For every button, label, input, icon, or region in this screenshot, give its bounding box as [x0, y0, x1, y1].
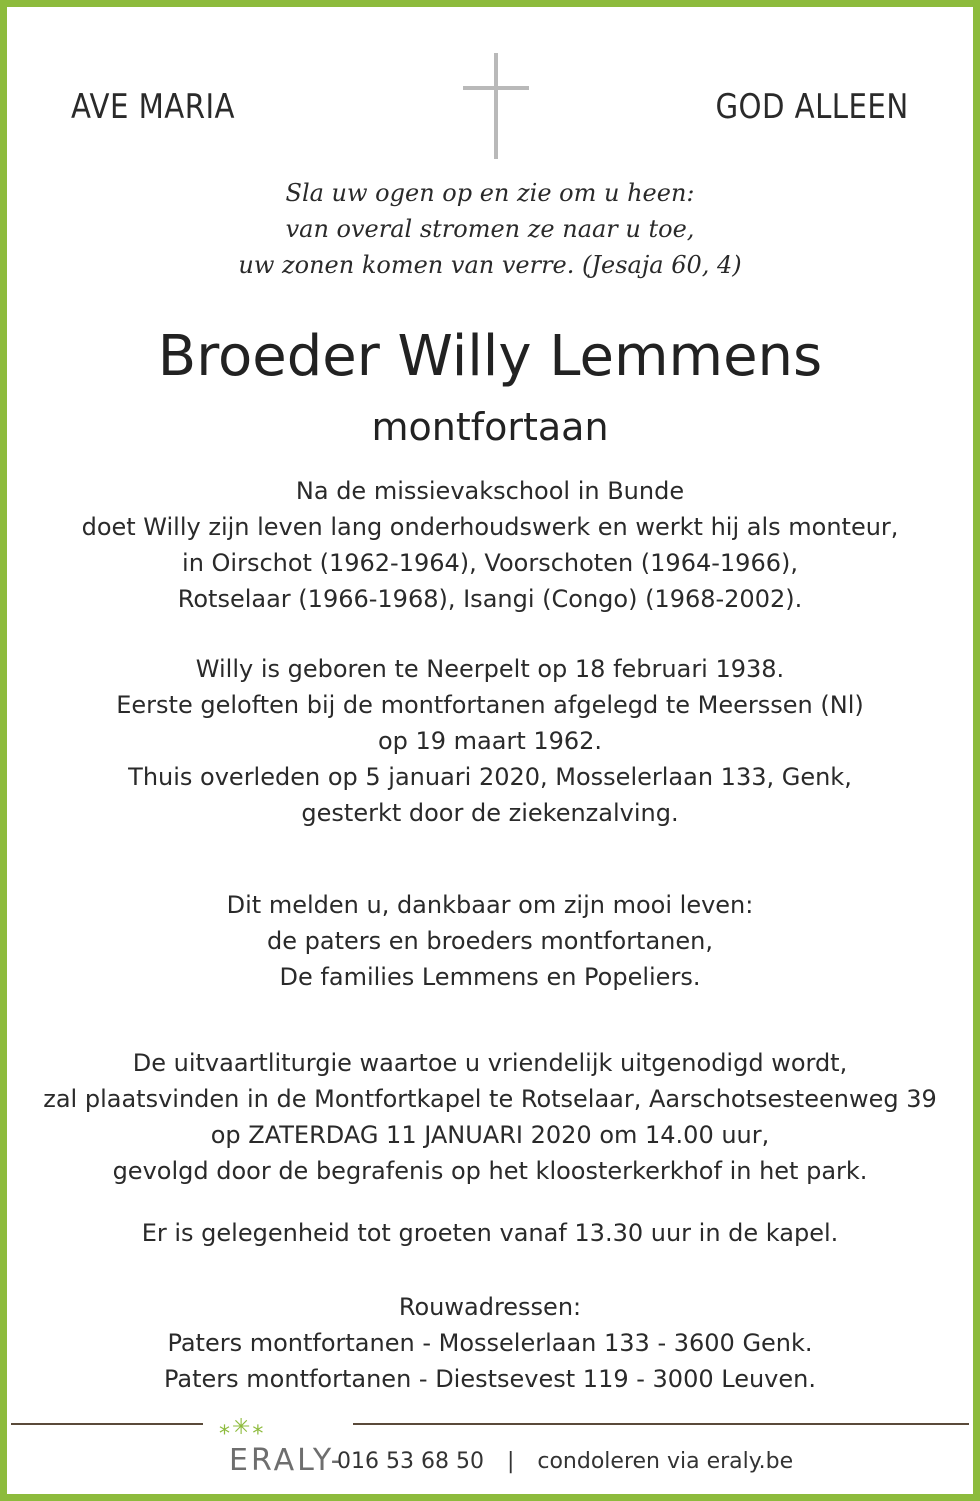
- text-line: Er is gelegenheid tot groeten vanaf 13.30 uur in de kapel.: [141, 1219, 839, 1247]
- text-line: de paters en broeders montfortanen,: [267, 927, 713, 955]
- sprig-icon: ⁎✳⁎: [219, 1415, 266, 1440]
- cross-icon: [463, 53, 529, 159]
- addresses-paragraph: [7, 1289, 973, 1397]
- text-line: De families Lemmens en Popeliers.: [279, 963, 701, 991]
- text-line: doet Willy zijn leven lang onderhoudswerk en werkt hij als monteur,: [81, 513, 899, 541]
- header-left-text: AVE MARIA: [71, 87, 235, 127]
- deceased-name: Broeder Willy Lemmens: [157, 324, 823, 389]
- verse-line: Sla uw ogen op en zie om u heen:: [285, 179, 695, 207]
- footer-contact: [337, 1449, 793, 1474]
- text-line: Dit melden u, dankbaar om zijn mooi leven:: [226, 891, 754, 919]
- text-line: Thuis overleden op 5 januari 2020, Mosselerlaan 133, Genk,: [128, 763, 852, 791]
- text-line: Rotselaar (1966-1968), Isangi (Congo) (1968-2002).: [177, 585, 803, 613]
- text-line: De uitvaartliturgie waartoe u vriendelijk uitgenodigd wordt,: [132, 1049, 848, 1077]
- text-line: in Oirschot (1962-1964), Voorschoten (1964-1966),: [182, 549, 798, 577]
- text-line: Paters montfortanen - Mosselerlaan 133 - 3600 Genk.: [167, 1329, 813, 1357]
- footer-separator: |: [506, 1449, 515, 1474]
- text-line: Na de missievakschool in Bunde: [295, 477, 685, 505]
- text-line: Eerste geloften bij de montfortanen afgelegd te Meerssen (Nl): [116, 691, 864, 719]
- header-right-text: GOD ALLEEN: [715, 87, 909, 127]
- text-line: gesterkt door de ziekenzalving.: [301, 799, 679, 827]
- text-line: zal plaatsvinden in de Montfortkapel te Rotselaar, Aarschotsesteenweg 39: [43, 1085, 937, 1113]
- text-line: gevolgd door de begrafenis op het kloosterkerkhof in het park.: [112, 1157, 868, 1185]
- visitation-paragraph: [7, 1215, 973, 1251]
- text-line: op ZATERDAG 11 JANUARI 2020 om 14.00 uur,: [210, 1121, 770, 1149]
- condolence-link[interactable]: condoleren via eraly.be: [537, 1449, 794, 1474]
- text-line: Rouwadressen:: [398, 1293, 582, 1321]
- text-line: Paters montfortanen - Diestsevest 119 - 3000 Leuven.: [164, 1365, 816, 1393]
- verse-line: van overal stromen ze naar u toe,: [285, 215, 695, 243]
- footer-divider: [11, 1423, 969, 1425]
- funeral-paragraph: [7, 1045, 973, 1189]
- text-line: Willy is geboren te Neerpelt op 18 februari 1938.: [195, 655, 785, 683]
- verse-line: uw zonen komen van verre. (Jesaja 60, 4): [238, 251, 742, 279]
- religious-order: montfortaan: [371, 405, 609, 449]
- text-line: op 19 maart 1962.: [377, 727, 603, 755]
- phone-number: 016 53 68 50: [337, 1449, 484, 1474]
- life-dates-paragraph: [7, 651, 973, 831]
- announcement-paragraph: [7, 887, 973, 995]
- logo-text: ERALY-: [229, 1443, 345, 1478]
- bible-verse: [7, 175, 973, 283]
- career-paragraph: [7, 473, 973, 617]
